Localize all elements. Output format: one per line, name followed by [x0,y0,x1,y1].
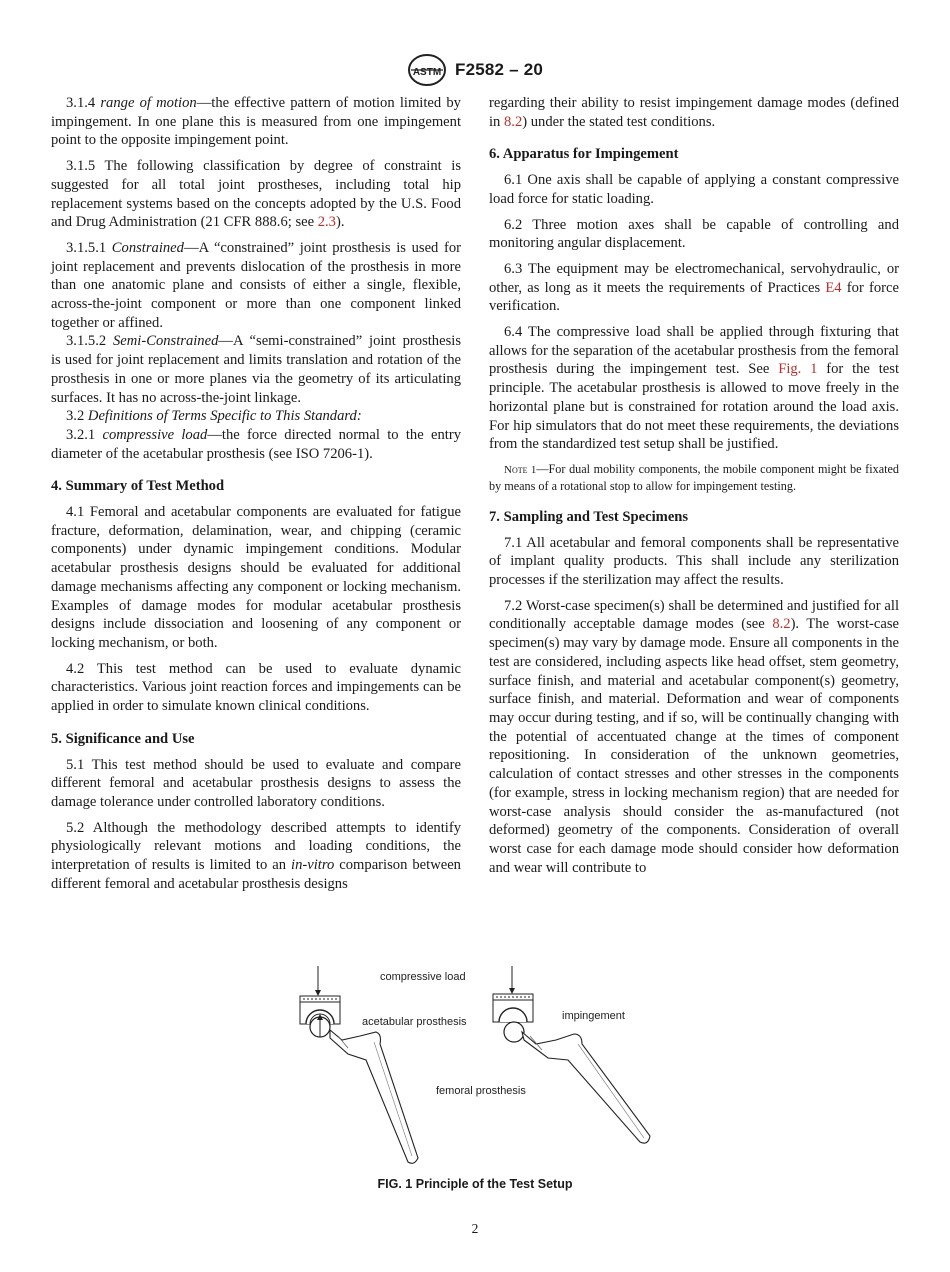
right-column [489,94,899,884]
reference-link-e4[interactable]: E4 [825,279,842,296]
paragraph-5-1: 5.1 This test method should be used to evaluate and compare different femoral and acetabular prosthesis designs to assess the damage tolerance under controlled laboratory conditions. [51,756,461,810]
label-compressive-load: compressive load [380,971,466,983]
paragraph-4-2: 4.2 This test method can be used to evaluate dynamic characteristics. Various joint reaction forces and impingements can be applied in order to simulate known clinical conditions. [51,660,461,715]
paragraph-6-4: 6.4 The compressive load shall be applied through fixturing that allows for the separation of the acetabular prosthesis from the femoral prosthesis during the impingement test. See Fig. 1 for the test principle. The acetabular prosthesis is allowed to move freely in the horizontal plane but is constrained for rotation around the load axis. For hip simulators that do not meet these requirements, the deviations from the standardized test setup shall be justified. [489,324,899,453]
paragraph-6-3: 6.3 The equipment may be electromechanical, servohydraulic, or other, as long as it meets the requirements of Practices E4 for force verification. [489,260,899,315]
load-arrow-left [315,966,321,996]
paragraph-6-1: 6.1 One axis shall be capable of applying a constant compressive load force for static loading. [489,172,899,207]
acetabular-fixture-right [493,994,533,1022]
section-heading-7: 7. Sampling and Test Specimens [489,508,689,525]
paragraph-4-1: 4.1 Femoral and acetabular components are evaluated for fatigue fracture, deformation, delamination, wear, and chipping (ceramic components) under dynamic impingement conditions. Modular acetabular prosthesis designs should be evaluated for additional damage mechanisms affecting any component or locking mechanism. Examples of damage modes for modular acetabular prosthesis designs include dissociation and loosening of any component or locking mechanism, or both. [51,504,461,651]
paragraph-5-2: 5.2 Although the methodology described attempts to identify physiologically relevant motions and loading conditions, the interpretation of results is limited to an in-vitro comparison between different femoral and acetabular prosthesis designs [51,819,461,892]
paragraph-6-2: 6.2 Three motion axes shall be capable of controlling and monitoring angular displacement. [489,216,899,252]
paragraph-3-1-5: 3.1.5 The following classification by degree of constraint is suggested for all total joint prostheses, including total hip replacement systems based on the concepts adopted by the U.S. Food and Drug Administration (21 CFR 888.6; see 2.3). [51,158,461,231]
figure-link-fig-1[interactable]: Fig. 1 [778,361,818,378]
reference-link-8-2[interactable]: 8.2 [504,113,523,130]
paragraph-7-2: 7.2 Worst-case specimen(s) shall be determined and justified for all conditionally acceptable damage modes (see 8.2). The worst-case specimen(s) may vary by damage mode. Ensure all components in the test are considered, including aspects like head offset, stem geometry, surface finish, and material and acetabular component(s) geometry, surface finish, and material. Deformation and wear of components may occur during testing, and if so, will be continually changing with the potential of accentuated change at the times of component repositioning. In consideration of the unknown geometries, calculation of contact stresses and other stresses in the components (for example, stress in locking mechanism region) that are needed for worst-case analysis should consider the as-manufactured (not deformed) geometry of the components. Consideration of overall worst case for each damage mode should consider how deformation and wear will contribute to [489,597,899,876]
page-number: 2 [471,1221,479,1236]
continuation-paragraph: regarding their ability to resist impingement damage modes (defined in 8.2) under the stated test conditions. [489,95,899,130]
figure-caption: FIG. 1 Principle of the Test Setup [377,1177,573,1191]
paragraph-3-1-5-2: 3.1.5.2 Semi-Constrained—A “semi-constrained” joint prosthesis is used for joint replacement and limits translation and rotation of the prosthesis in one or more planes via the geometry of its articulating surfaces. It has no across-the-joint linkage. [51,333,461,406]
svg-text:ASTM: ASTM [412,67,442,78]
section-heading-6: 6. Apparatus for Impingement [489,146,679,163]
test-setup-diagram [290,958,670,1178]
paragraph-3-2: 3.2 Definitions of Terms Specific to This Standard: [66,408,362,425]
document-id: F2582 – 20 [454,60,543,79]
femoral-stem-right [522,1032,650,1143]
note-1: Note 1—For dual mobility components, the mobile component might be fixated by means of a rotational stop to allow for impingement testing. [489,461,899,493]
left-column [51,94,461,900]
section-heading-4: 4. Summary of Test Method [51,478,225,495]
femoral-head-right [504,1022,524,1042]
section-heading-5: 5. Significance and Use [51,730,195,747]
reference-link-2-3[interactable]: 2.3 [317,214,336,231]
reference-link-8-2-b[interactable]: 8.2 [772,616,791,633]
paragraph-3-1-5-1: 3.1.5.1 Constrained—A “constrained” joint prosthesis is used for joint replacement and prevents dislocation of the prosthesis in more than one anatomic plane and consists of either a single, flexible, across-the-joint component or more than one component linked together or affined. [51,239,462,331]
astm-logo-icon [407,53,447,87]
paragraph-3-2-1: 3.2.1 compressive load—the force directed normal to the entry diameter of the acetabular prosthesis (see ISO 7206-1). [51,426,461,462]
label-impingement: impingement [562,1010,625,1022]
load-arrow-right [509,966,515,994]
femoral-stem-left [330,1030,418,1163]
paragraph-7-1: 7.1 All acetabular and femoral components shall be representative of implant quality products. This shall include any sterilization processes if the sterilization may affect the results. [489,534,899,589]
label-acetabular-prosthesis: acetabular prosthesis [362,1016,467,1028]
paragraph-3-1-4: 3.1.4 range of motion—the effective pattern of motion limited by impingement. In one plane this is measured from one impingement point to the opposite impingement point. [51,95,461,149]
label-femoral-prosthesis: femoral prosthesis [436,1085,526,1097]
page-header [0,52,950,88]
figure-1-test-setup [290,958,670,1178]
